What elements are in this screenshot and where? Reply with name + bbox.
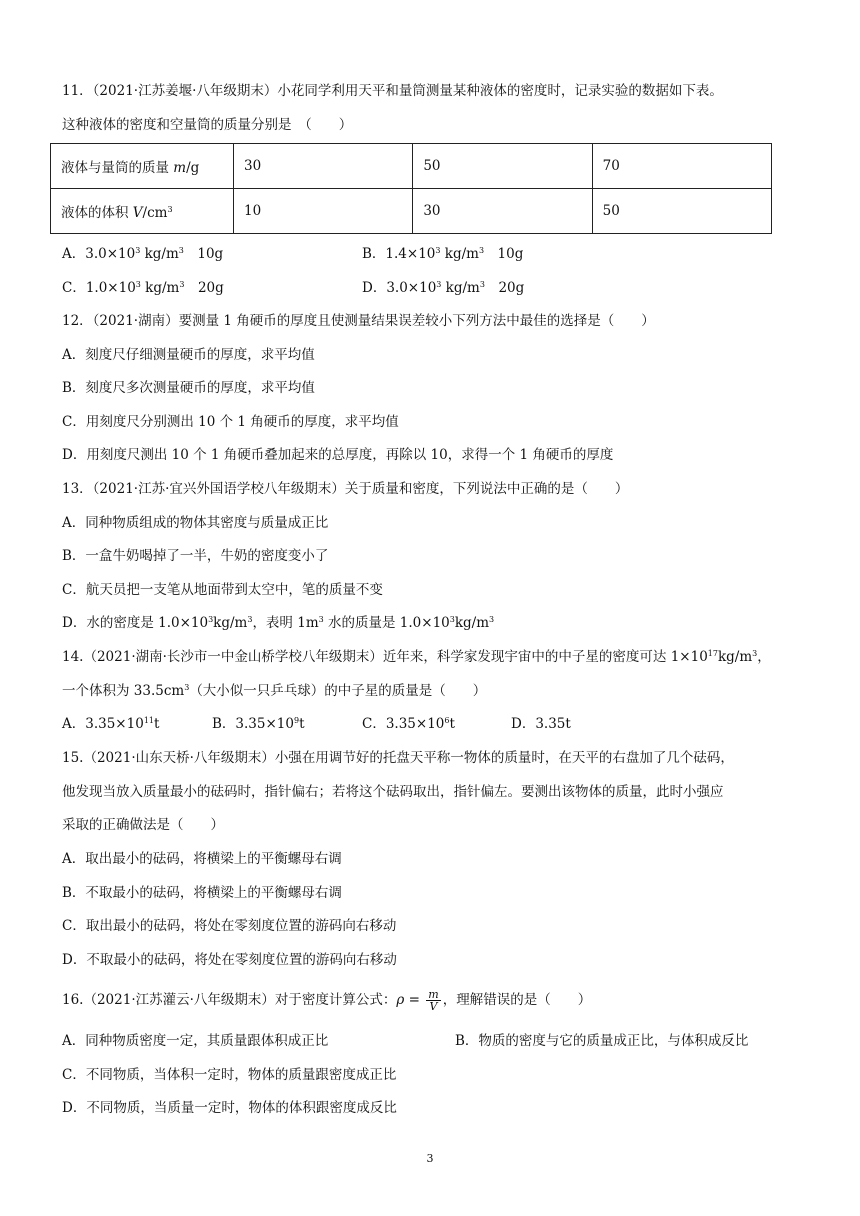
q11-option-d: D．$3.0\times 10^3$ $kg/m^3$ 20g [362,280,525,296]
q13-option-a: A．同种物质组成的物体其密度与质量成正比 [62,515,329,531]
q11-stem-line2: 这种液体的密度和空量筒的质量分别是 （ ） [62,117,353,133]
table-row-label: 液体的体积 $V/cm^3$ [51,189,234,234]
q12-option-c: C．用刻度尺分别测出 10 个 1 角硬币的厚度，求平均值 [62,414,399,430]
q11-stem-line1: 11．（2021·江苏姜堰·八年级期末）小花同学利用天平和量筒测量某种液体的密度时，记录实验的数据如下表。 [62,83,723,99]
q13-option-d: D．水的密度是 $1.0\times 10^3kg/m^3$，表明 $1m^3$ 水的质量是 $1.0\times 10^3kg/m^3$ [62,615,495,631]
q15-option-d: D．不取最小的砝码，将处在零刻度位置的游码向右移动 [62,952,397,968]
table-cell: 50 [413,144,592,189]
q12-stem: 12．（2021·湖南）要测量 1 角硬币的厚度且使测量结果误差较小下列方法中最佳的选择是（ ） [62,313,655,329]
table-row [51,144,772,189]
q16-option-d: D．不同物质，当质量一定时，物体的体积跟密度成反比 [62,1100,397,1116]
q15-stem-line2: 他发现当放入质量最小的砝码时，指针偏右；若将这个砝码取出，指针偏左。要测出该物体的质量，此时小强应 [62,784,724,800]
q15-option-b: B．不取最小的砝码，将横梁上的平衡螺母右调 [62,885,342,901]
q12-option-a: A．刻度尺仔细测量硬币的厚度，求平均值 [62,347,315,363]
q15-option-a: A．取出最小的砝码，将横梁上的平衡螺母右调 [62,851,342,867]
q13-stem: 13．（2021·江苏·宜兴外国语学校八年级期末）关于质量和密度，下列说法中正确的是（ ） [62,481,629,497]
q11-data-table [50,143,772,234]
table-cell: 30 [413,189,592,234]
q11-option-a: A．$3.0\times 10^3$ $kg/m^3$ 10g [62,246,224,262]
table-cell: 30 [234,144,413,189]
table-cell: 70 [592,144,771,189]
q14-stem-line1: 14.（2021·湖南·长沙市一中金山桥学校八年级期末）近年来，科学家发现宇宙中的中子星的密度可达 $1\times 10^{17}kg/m^3$， [62,649,771,665]
q16-option-b: B．物质的密度与它的质量成正比，与体积成反比 [455,1033,749,1049]
density-formula: ρ [396,992,405,1008]
q11-option-c: C．$1.0\times 10^3$ $kg/m^3$ 20g [62,280,224,296]
q15-stem-line1: 15.（2021·山东天桥·八年级期末）小强在用调节好的托盘天平称一物体的质量时，在天平的右盘加了几个砝码， [62,750,734,766]
table-cell: 50 [592,189,771,234]
table-cell: 10 [234,189,413,234]
q14-option-b: B．$3.35\times 10^9t$ [212,716,305,732]
q13-option-c: C．航天员把一支笔从地面带到太空中，笔的质量不变 [62,582,383,598]
q11-option-b: B．$1.4\times 10^3$ $kg/m^3$ 10g [362,246,524,262]
q14-option-d: D．3.35t [511,716,571,732]
q15-stem-line3: 采取的正确做法是（ ） [62,817,224,833]
q14-stem-line2: 一个体积为 $33.5cm^3$（大小似一只乒乓球）的中子星的质量是（ ） [62,683,487,699]
mass-over-volume-fraction: $\frac{m}{V}$ [428,988,439,1013]
q15-option-c: C．取出最小的砝码，将处在零刻度位置的游码向右移动 [62,918,397,934]
q14-option-a: A．$3.35\times 10^{11}t$ [62,716,160,732]
q12-option-b: B．刻度尺多次测量硬币的厚度，求平均值 [62,380,315,396]
q16-option-a: A．同种物质密度一定，其质量跟体积成正比 [62,1033,329,1049]
q13-option-b: B．一盒牛奶喝掉了一半，牛奶的密度变小了 [62,548,329,564]
page-number: 3 [426,1152,434,1165]
q14-option-c: C．$3.35\times 10^6t$ [362,716,455,732]
table-row [51,189,772,234]
q12-option-d: D．用刻度尺测出 10 个 1 角硬币叠加起来的总厚度，再除以 10，求得一个 1 角硬币的厚度 [62,447,614,463]
table-row-label: 液体与量筒的质量 m/g [51,144,234,189]
q16-option-c: C．不同物质，当体积一定时，物体的质量跟密度成正比 [62,1067,397,1083]
q16-stem: 16.（2021·江苏灌云·八年级期末）对于密度计算公式：ρ = $\frac{m}{V}$ ，理解错误的是（ ） [62,988,592,1013]
